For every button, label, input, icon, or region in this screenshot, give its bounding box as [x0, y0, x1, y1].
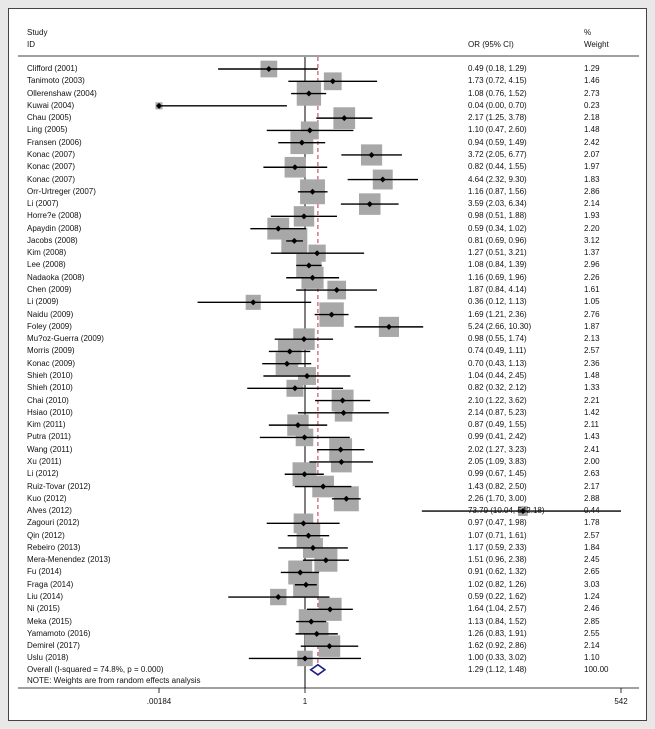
weight-value: 2.45: [584, 555, 600, 565]
weight-value: 2.73: [584, 88, 600, 98]
study-label: Fransen (2006): [27, 137, 82, 147]
or-ci-value: 1.16 (0.87, 1.56): [468, 186, 527, 196]
or-ci-value: 0.59 (0.34, 1.02): [468, 223, 527, 233]
study-label: Demirel (2017): [27, 641, 80, 651]
study-label: Konac (2009): [27, 358, 76, 368]
weight-value: 2.85: [584, 616, 600, 626]
weight-value: 1.05: [584, 297, 600, 307]
study-label: Lee (2008): [27, 260, 66, 270]
or-ci-value: 1.26 (0.83, 1.91): [468, 628, 527, 638]
or-ci-value: 2.26 (1.70, 3.00): [468, 493, 527, 503]
or-ci-value: 0.91 (0.62, 1.32): [468, 567, 527, 577]
or-ci-value: 0.97 (0.47, 1.98): [468, 518, 527, 528]
weight-value: 2.86: [584, 186, 600, 196]
or-ci-value: 3.72 (2.05, 6.77): [468, 149, 527, 159]
weight-value: 2.57: [584, 346, 600, 356]
study-label: Uslu (2018): [27, 653, 69, 663]
overall-weight-value: 100.00: [584, 664, 609, 674]
study-label: Fraga (2014): [27, 579, 74, 589]
study-label: Jacobs (2008): [27, 235, 78, 245]
or-ci-value: 1.02 (0.82, 1.26): [468, 579, 527, 589]
or-ci-value: 0.82 (0.32, 2.12): [468, 383, 527, 393]
or-ci-value: 5.24 (2.66, 10.30): [468, 321, 532, 331]
weight-value: 1.84: [584, 542, 600, 552]
note-text: NOTE: Weights are from random effects analysis: [27, 676, 201, 685]
study-label: Shieh (2010): [27, 371, 73, 380]
study-label: Chau (2005): [27, 113, 72, 123]
or-ci-value: 1.62 (0.92, 2.86): [468, 641, 527, 651]
weight-value: 1.87: [584, 321, 600, 331]
weight-value: 1.29: [584, 64, 600, 73]
or-ci-value: 0.98 (0.51, 1.88): [468, 211, 527, 221]
or-ci-value: 2.10 (1.22, 3.62): [468, 395, 527, 405]
study-label: Chen (2009): [27, 285, 72, 295]
study-label: Kim (2011): [27, 420, 66, 430]
or-ci-value: 1.27 (0.51, 3.21): [468, 248, 527, 258]
study-label: Chai (2010): [27, 395, 69, 405]
or-ci-value: 1.43 (0.82, 2.50): [468, 481, 527, 491]
or-ci-value: 1.10 (0.47, 2.60): [468, 125, 527, 135]
weight-value: 2.00: [584, 456, 600, 466]
weight-value: 2.76: [584, 309, 600, 319]
x-tick-label: 542: [614, 697, 628, 706]
weight-value: 2.63: [584, 469, 600, 479]
weight-value: 2.13: [584, 334, 600, 344]
or-ci-value: 0.94 (0.59, 1.49): [468, 137, 527, 147]
weight-value: 2.11: [584, 420, 599, 430]
study-label: Konac (2007): [27, 162, 76, 172]
or-ci-value: 1.13 (0.84, 1.52): [468, 616, 527, 626]
or-ci-value: 0.04 (0.00, 0.70): [468, 100, 527, 110]
or-ci-value: 1.07 (0.71, 1.61): [468, 530, 527, 540]
header-weight: Weight: [584, 40, 609, 49]
weight-value: 0.44: [584, 506, 600, 516]
or-ci-value: 2.02 (1.27, 3.23): [468, 444, 527, 454]
or-ci-value: 1.73 (0.72, 4.15): [468, 76, 527, 86]
weight-value: 0.23: [584, 100, 600, 110]
weight-value: 2.36: [584, 358, 600, 368]
study-label: Li (2012): [27, 469, 59, 479]
weight-value: 1.78: [584, 518, 600, 528]
study-label: Liu (2014): [27, 592, 64, 602]
or-ci-value: 0.98 (0.55, 1.74): [468, 334, 527, 344]
weight-value: 1.33: [584, 383, 600, 393]
study-label: Konac (2007): [27, 149, 76, 159]
or-ci-value: 1.08 (0.84, 1.39): [468, 260, 527, 270]
weight-value: 1.24: [584, 592, 600, 602]
weight-value: 2.41: [584, 444, 600, 454]
or-ci-value: 0.81 (0.69, 0.96): [468, 235, 527, 245]
overall-study-label: Overall (I-squared = 74.8%, p = 0.000): [27, 664, 164, 674]
study-label: Kuo (2012): [27, 493, 67, 503]
x-tick-label: 1: [302, 697, 308, 706]
or-ci-value: 0.74 (0.49, 1.11): [468, 346, 527, 356]
study-label: Mu?oz-Guerra (2009): [27, 334, 104, 344]
weight-value: 2.96: [584, 260, 600, 270]
or-ci-value: 1.69 (1.21, 2.36): [468, 309, 527, 319]
header-study: Study: [27, 28, 48, 37]
weight-value: 2.42: [584, 137, 600, 147]
weight-value: 2.18: [584, 113, 600, 123]
or-ci-value: 1.08 (0.76, 1.52): [468, 88, 527, 98]
weight-value: 1.61: [584, 285, 600, 295]
weight-value: 2.07: [584, 149, 600, 159]
or-ci-value: 0.59 (0.22, 1.62): [468, 592, 527, 602]
study-label: Naidu (2009): [27, 309, 74, 319]
weight-value: 1.48: [584, 125, 600, 135]
weight-value: 2.46: [584, 604, 600, 614]
weight-value: 2.14: [584, 199, 600, 209]
study-label: Li (2007): [27, 199, 59, 209]
overall-or-ci-value: 1.29 (1.12, 1.48): [468, 664, 527, 674]
study-label: Rebeiro (2013): [27, 542, 81, 552]
or-ci-value: 1.87 (0.84, 4.14): [468, 285, 527, 295]
study-label: Ling (2005): [27, 125, 68, 135]
study-label: Horre?e (2008): [27, 211, 82, 221]
weight-value: 2.17: [584, 481, 600, 491]
header-or-ci: OR (95% CI): [468, 40, 514, 49]
study-label: Tanimoto (2003): [27, 76, 85, 86]
weight-value: 1.10: [584, 653, 600, 663]
or-ci-value: 0.82 (0.44, 1.55): [468, 162, 527, 172]
or-ci-value: 1.17 (0.59, 2.33): [468, 542, 527, 552]
weight-value: 2.57: [584, 530, 600, 540]
or-ci-value: 0.99 (0.41, 2.42): [468, 432, 527, 442]
study-label: Kuwai (2004): [27, 100, 75, 110]
study-label: Hsiao (2010): [27, 407, 73, 417]
x-tick-label: .00184: [146, 697, 172, 706]
study-label: Xu (2011): [27, 456, 62, 466]
study-label: Fu (2014): [27, 567, 62, 577]
or-ci-value: 1.00 (0.33, 3.02): [468, 653, 527, 663]
or-ci-value: 0.70 (0.43, 1.13): [468, 358, 527, 368]
weight-value: 1.93: [584, 211, 600, 221]
study-label: Zagouri (2012): [27, 518, 80, 528]
weight-value: 2.55: [584, 628, 600, 638]
study-label: Nadaoka (2008): [27, 272, 85, 282]
study-label: Mera-Menendez (2013): [27, 555, 111, 565]
weight-value: 1.43: [584, 432, 600, 442]
or-ci-value: 2.17 (1.25, 3.78): [468, 113, 527, 123]
study-label: Alves (2012): [27, 506, 72, 516]
study-label: Ruiz-Tovar (2012): [27, 481, 91, 491]
study-label: Ollerenshaw (2004): [27, 88, 97, 98]
weight-value: 1.37: [584, 248, 600, 258]
or-ci-value: 2.14 (0.87, 5.23): [468, 407, 527, 417]
study-label: Wang (2011): [27, 444, 73, 454]
weight-value: 1.42: [584, 407, 600, 417]
weight-value: 2.14: [584, 641, 600, 651]
study-label: Qin (2012): [27, 530, 65, 540]
weight-value: 1.97: [584, 162, 600, 172]
study-label: Apaydin (2008): [27, 223, 82, 233]
forest-plot-svg: [9, 9, 648, 722]
or-ci-value: 1.04 (0.44, 2.45): [468, 371, 527, 380]
header-id: ID: [27, 40, 35, 49]
study-label: Konac (2007): [27, 174, 76, 184]
study-label: Putra (2011): [27, 432, 71, 442]
or-ci-value: 0.49 (0.18, 1.29): [468, 64, 527, 73]
study-label: Morris (2009): [27, 346, 75, 356]
weight-value: 2.65: [584, 567, 600, 577]
study-label: Shieh (2010): [27, 383, 73, 393]
study-label: Meka (2015): [27, 616, 72, 626]
study-label: Kim (2008): [27, 248, 67, 258]
weight-value: 2.26: [584, 272, 600, 282]
study-label: Orr-Urtreger (2007): [27, 186, 96, 196]
weight-value: 3.12: [584, 235, 600, 245]
weight-value: 3.03: [584, 579, 600, 589]
or-ci-value: 3.59 (2.03, 6.34): [468, 199, 527, 209]
study-label: Foley (2009): [27, 321, 72, 331]
weight-value: 1.48: [584, 371, 600, 380]
study-label: Clifford (2001): [27, 64, 78, 73]
study-label: Li (2009): [27, 297, 59, 307]
study-label: Yamamoto (2016): [27, 628, 91, 638]
or-ci-value: 4.64 (2.32, 9.30): [468, 174, 527, 184]
weight-value: 2.20: [584, 223, 600, 233]
study-label: Ni (2015): [27, 604, 60, 614]
overall-diamond: [311, 665, 325, 675]
weight-value: 1.83: [584, 174, 600, 184]
or-ci-value: 1.16 (0.69, 1.96): [468, 272, 527, 282]
or-ci-value: 1.64 (1.04, 2.57): [468, 604, 527, 614]
header-percent: %: [584, 28, 592, 37]
or-ci-value: 0.87 (0.49, 1.55): [468, 420, 527, 430]
or-ci-value: 0.99 (0.67, 1.45): [468, 469, 527, 479]
forest-plot-frame: [8, 8, 647, 721]
or-ci-value: 0.36 (0.12, 1.13): [468, 297, 527, 307]
weight-value: 1.46: [584, 76, 600, 86]
or-ci-value: 73.79 (10.04, 542.18): [468, 506, 545, 516]
weight-value: 2.88: [584, 493, 600, 503]
or-ci-value: 1.51 (0.96, 2.38): [468, 555, 527, 565]
or-ci-value: 2.05 (1.09, 3.83): [468, 456, 527, 466]
weight-value: 2.21: [584, 395, 600, 405]
